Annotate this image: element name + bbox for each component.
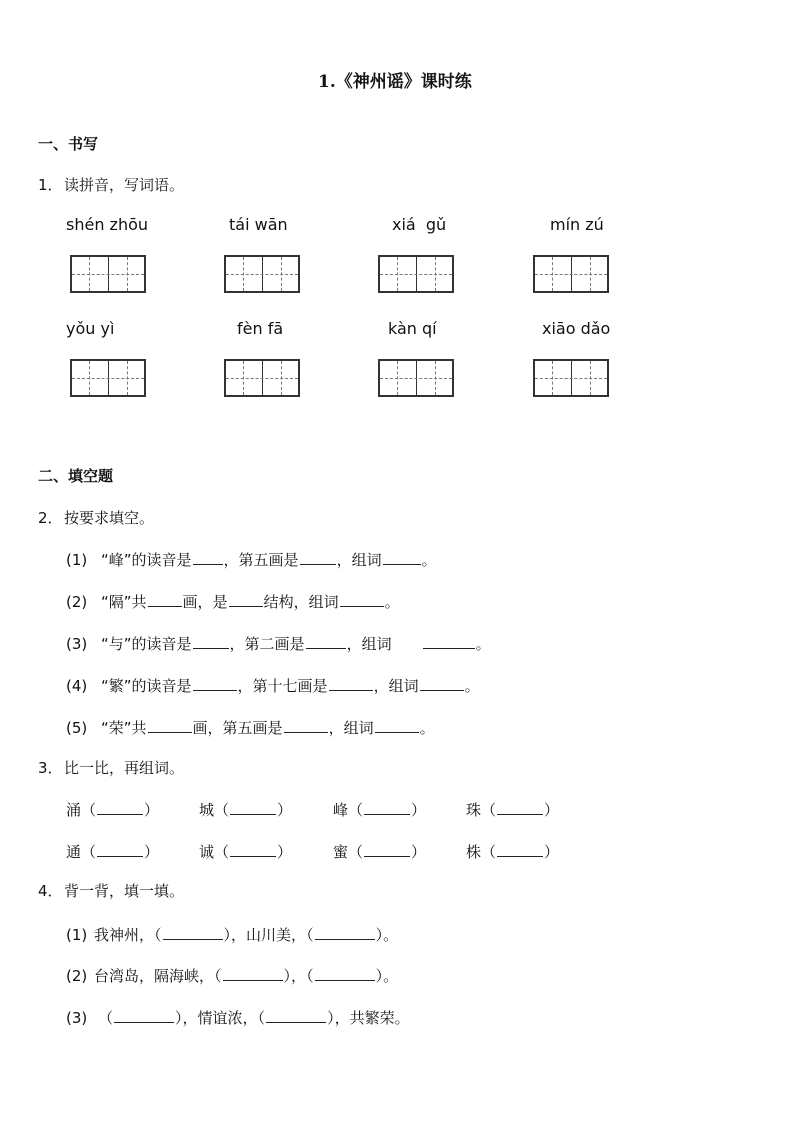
answer-blank[interactable] [375,716,419,733]
line-text: ，山川美， [231,926,307,944]
writing-grid-box[interactable] [70,255,146,293]
answer-blank[interactable] [97,798,143,815]
answer-blank[interactable] [420,674,464,691]
fill-in-line [101,590,400,612]
writing-grid-box[interactable] [224,359,300,397]
line-text: 。 [419,719,435,737]
pinyin-label: shén zhōu [66,215,149,234]
pinyin-label: mín zú [550,215,604,234]
compare-item [66,840,159,862]
item-number: (3) [66,1009,88,1027]
writing-grid-box[interactable] [70,359,146,397]
answer-blank[interactable] [329,674,373,691]
answer-blank[interactable] [229,590,263,607]
paren-close: ） [283,967,292,985]
paren-close: ） [144,801,160,819]
section-heading-fill-in: 二、填空题 [38,467,114,485]
answer-blank[interactable] [497,840,543,857]
char-label: 通（ [66,843,97,861]
paren-open: （ [214,967,222,985]
pinyin-label: xiá gǔ [392,215,447,234]
line-text: ，情谊浓， [182,1009,258,1027]
line-text: 。 [421,551,437,569]
line-text: “峰”的读音是 [101,551,192,569]
writing-grid-box[interactable] [533,255,609,293]
paren-close: ） [375,967,384,985]
paren-close: ） [411,843,427,861]
char-label: 峰（ [333,801,364,819]
question-1-number: 1． [38,176,63,194]
line-text: ，共繁荣。 [334,1009,410,1027]
compare-item [66,798,159,820]
answer-blank[interactable] [148,716,192,733]
answer-blank[interactable] [223,964,283,981]
char-label: 城（ [199,801,230,819]
answer-blank[interactable] [230,798,276,815]
line-text: 。 [475,635,491,653]
recite-line [94,964,398,986]
section-heading-writing: 一、书写 [38,135,99,153]
answer-blank[interactable] [315,923,375,940]
item-number: (2) [66,967,88,985]
answer-blank[interactable] [163,923,223,940]
answer-blank[interactable] [266,1006,326,1023]
line-text: ，第五画是 [223,551,299,569]
answer-blank[interactable] [497,798,543,815]
line-text: 。 [383,967,399,985]
answer-blank[interactable] [423,632,475,649]
paren-close: ） [375,926,384,944]
paren-close: ） [277,843,293,861]
fill-in-line [101,632,491,654]
paren-close: ） [327,1009,335,1027]
page-title: 1.《神州谣》课时练 [318,72,472,92]
answer-blank[interactable] [114,1006,174,1023]
line-text: “隔”共 [101,593,147,611]
paren-close: ） [223,926,232,944]
question-4-number: 4． [38,882,63,900]
answer-blank[interactable] [383,548,421,565]
item-number: (3) [66,635,88,653]
paren-close: ） [411,801,427,819]
writing-grid-box[interactable] [224,255,300,293]
recite-line [94,923,398,945]
question-2-number: 2． [38,509,63,527]
line-text: “荣”共 [101,719,147,737]
compare-item [199,798,292,820]
writing-grid-box[interactable] [378,359,454,397]
char-label: 蜜（ [333,843,364,861]
item-number: (4) [66,677,88,695]
line-text: 画，第五画是 [192,719,283,737]
char-label: 株（ [466,843,497,861]
item-number: (5) [66,719,88,737]
question-3-number: 3． [38,759,63,777]
line-text: ，第十七画是 [237,677,328,695]
compare-item [466,798,559,820]
fill-in-line [101,674,480,696]
line-text: ，组词 [336,551,382,569]
line-text: “与”的读音是 [101,635,192,653]
line-text: ，组词 [373,677,419,695]
paren-close: ） [544,843,560,861]
writing-grid-box[interactable] [378,255,454,293]
answer-blank[interactable] [193,632,229,649]
answer-blank[interactable] [230,840,276,857]
paren-open: （ [306,967,314,985]
answer-blank[interactable] [306,632,346,649]
pinyin-label: fèn fā [237,319,284,338]
item-number: (1) [66,551,88,569]
question-2-prompt: 按要求填空。 [64,509,155,527]
line-text: ， [291,967,307,985]
answer-blank[interactable] [193,674,237,691]
line-text: 。 [464,677,480,695]
item-number: (2) [66,593,88,611]
paren-open: （ [257,1009,266,1027]
char-label: 诚（ [199,843,230,861]
line-text: 。 [383,926,399,944]
paren-close: ） [144,843,160,861]
compare-item [199,840,292,862]
line-text: 。 [384,593,400,611]
writing-grid-box[interactable] [533,359,609,397]
answer-blank[interactable] [364,840,410,857]
line-text: 我神州， [94,926,155,944]
answer-blank[interactable] [364,798,410,815]
item-number: (1) [66,926,88,944]
recite-line [98,1006,410,1028]
paren-open: （ [306,926,314,944]
paren-close: ） [175,1009,183,1027]
char-label: 珠（ [466,801,497,819]
fill-in-line [101,716,435,738]
fill-in-line [101,548,437,570]
answer-blank[interactable] [340,590,384,607]
question-4-prompt: 背一背，填一填。 [64,882,185,900]
answer-blank[interactable] [193,548,223,565]
line-text: ，第二画是 [229,635,305,653]
pinyin-label: yǒu yì [66,319,115,338]
question-3-prompt: 比一比，再组词。 [64,759,185,777]
char-label: 涌（ [66,801,97,819]
compare-item [466,840,559,862]
line-text: ，组词 [328,719,374,737]
answer-blank[interactable] [315,964,375,981]
paren-close: ） [544,801,560,819]
pinyin-label: kàn qí [388,319,437,338]
answer-blank[interactable] [148,590,182,607]
answer-blank[interactable] [284,716,328,733]
line-text: 画，是 [182,593,228,611]
answer-blank[interactable] [300,548,336,565]
paren-open: （ [154,926,162,944]
paren-close: ） [277,801,293,819]
line-text: 台湾岛，隔海峡， [94,967,215,985]
compare-item [333,798,426,820]
line-text: ，组词 [346,635,392,653]
answer-blank[interactable] [97,840,143,857]
question-1-prompt: 读拼音，写词语。 [64,176,185,194]
pinyin-label: xiāo dǎo [542,319,611,338]
compare-item [333,840,426,862]
pinyin-label: tái wān [229,215,288,234]
paren-open: （ [98,1009,114,1027]
line-text: “繁”的读音是 [101,677,192,695]
line-text: 结构，组词 [263,593,339,611]
